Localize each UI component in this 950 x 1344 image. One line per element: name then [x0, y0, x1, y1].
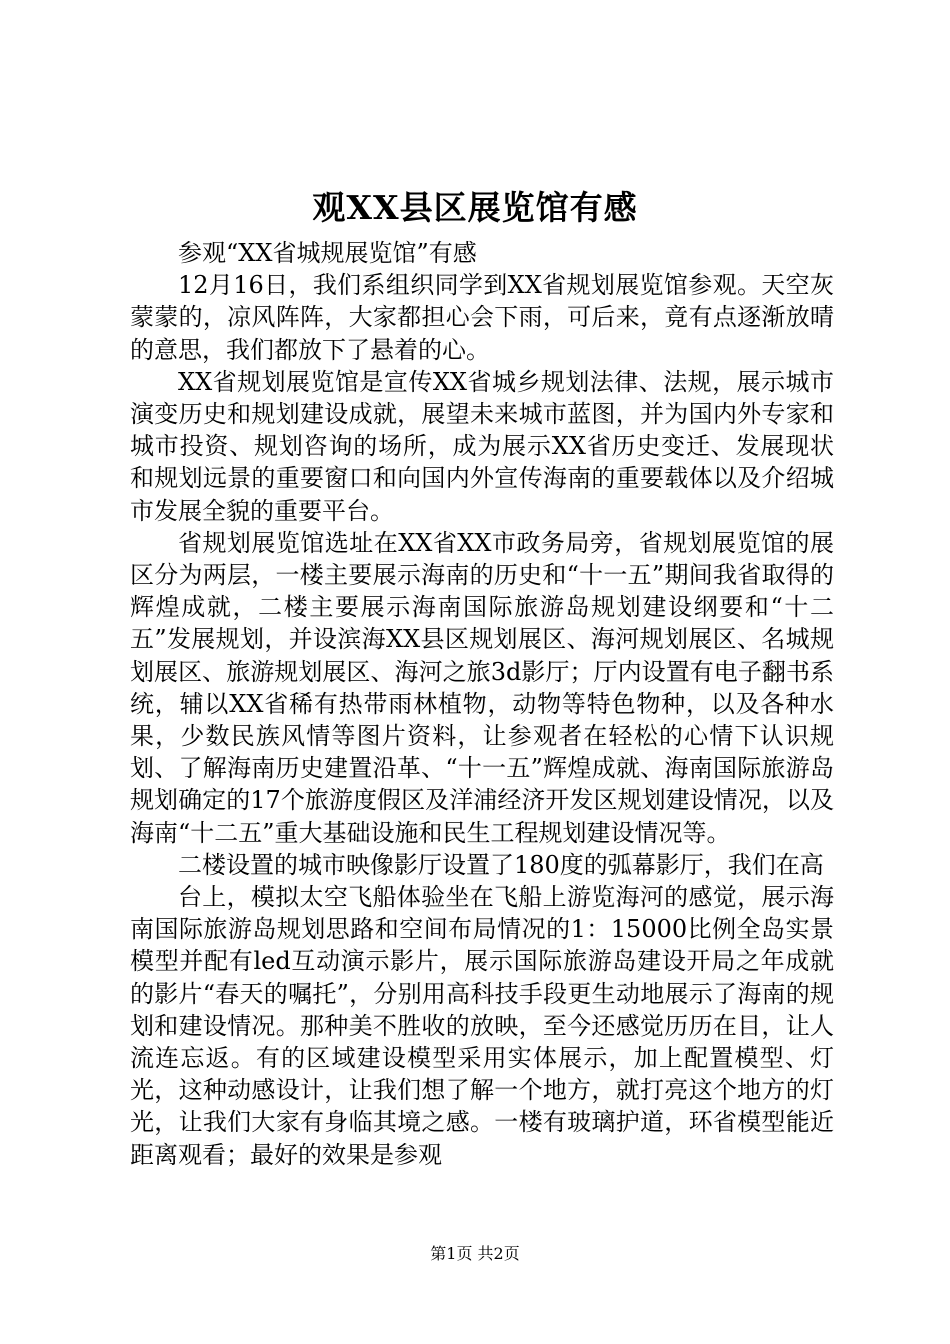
document-body — [130, 237, 834, 1171]
paragraph-5: 台上，模拟太空飞船体验坐在飞船上游览海河的感觉，展示海南国际旅游岛规划思路和空间布局情况的1：15000比例全岛实景模型并配有led互动演示影片，展示国际旅游岛建设开局之年成就的影片“春天的嘱托”，分别用高科技手段更生动地展示了海南的规划和建设情况。那种美不胜收的放映，至今还感觉历历在目，让人流连忘返。有的区域建设模型采用实体展示，加上配置模型、灯光，这种动感设计，让我们想了解一个地方，就打亮这个地方的灯光，让我们大家有身临其境之感。一楼有玻璃护道，环省模型能近距离观看；最好的效果是参观 — [130, 883, 834, 1169]
paragraph-4: 二楼设置的城市映像影厅设置了180度的弧幕影厅，我们在高 — [178, 850, 824, 879]
paragraph-1: 12月16日，我们系组织同学到XX省规划展览馆参观。天空灰蒙蒙的，凉风阵阵，大家都担心会下雨，可后来，竟有点逐渐放晴的意思，我们都放下了悬着的心。 — [130, 271, 834, 364]
subtitle: 参观“XX省城规展览馆”有感 — [178, 239, 477, 267]
page-footer: 第1页 共2页 — [430, 1244, 520, 1263]
paragraph-2: XX省规划展览馆是宣传XX省城乡规划法律、法规，展示城市演变历史和规划建设成就，展望未来城市蓝图，并为国内外专家和城市投资、规划咨询的场所，成为展示XX省历史变迁、发展现状和规划远景的重要窗口和向国内外宣传海南的重要载体以及介绍城市发展全貌的重要平台。 — [130, 367, 834, 525]
page-title: 观XX县区展览馆有感 — [312, 188, 638, 227]
paragraph-3: 省规划展览馆选址在XX省XX市政务局旁，省规划展览馆的展区分为两层，一楼主要展示海南的历史和“十一五”期间我省取得的辉煌成就，二楼主要展示海南国际旅游岛规划建设纲要和“十二五”发展规划，并设滨海XX县区规划展区、海河规划展区、名城规划展区、旅游规划展区、海河之旅3d影厅；厅内设置有电子翻书系统，辅以XX省稀有热带雨林植物，动物等特色物种，以及各种水果，少数民族风情等图片资料，让参观者在轻松的心情下认识规划、了解海南历史建置沿革、“十一五”辉煌成就、海南国际旅游岛规划确定的17个旅游度假区及洋浦经济开发区规划建设情况，以及海南“十二五”重大基础设施和民生工程规划建设情况等。 — [130, 528, 834, 847]
